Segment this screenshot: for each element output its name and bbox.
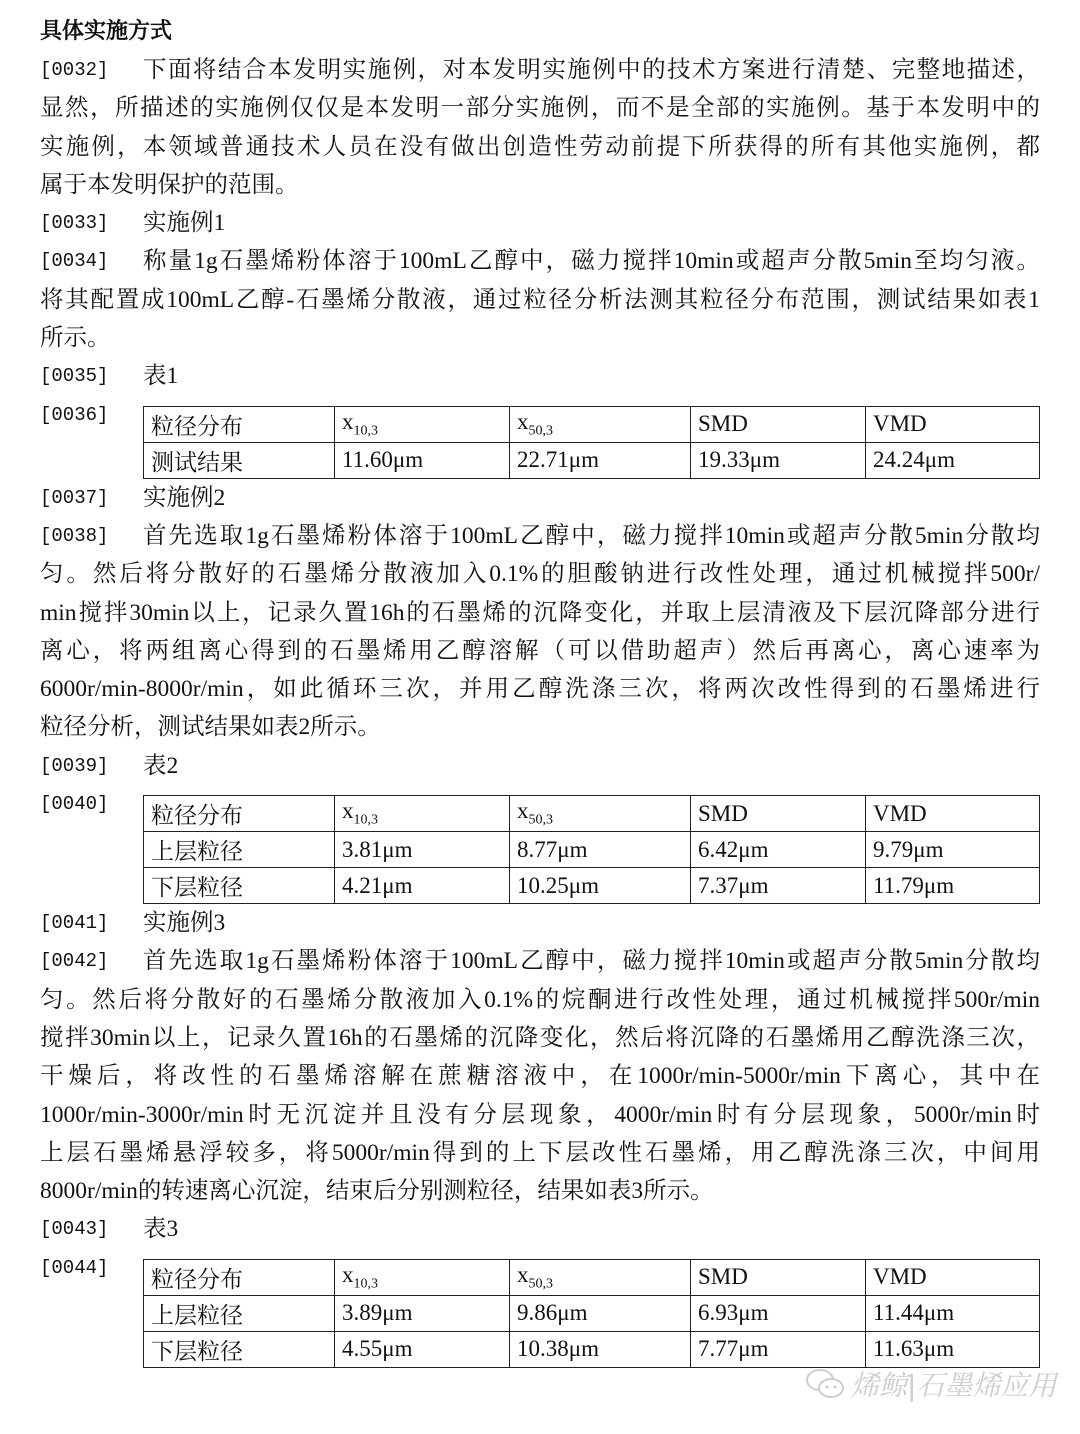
table-cell: 3.81μm [335,832,510,868]
header-cell [691,406,866,442]
table-header-row [144,1259,1040,1295]
table-header-row [144,796,1040,832]
paragraph-0034 [40,242,1040,357]
text-line: 匀。然后将分散好的石墨烯分散液加入0.1%的烷酮进行改性处理，通过机械搅拌500r/min [40,986,1040,1013]
table-row [144,442,1040,478]
text-line: 实施例1 [143,210,226,237]
header-cell [691,796,866,832]
text-line: 干燥后，将改性的石墨烯溶解在蔗糖溶液中，在1000r/min-5000r/min下离心，其中在 [40,1063,1040,1090]
header-subscript: 50,3 [528,1276,553,1292]
header-subscript: 50,3 [528,423,553,439]
table-cell: 9.79μm [866,832,1040,868]
paragraph-0042 [40,942,1040,1210]
header-cell [866,796,1040,832]
patent-page [40,13,1040,1368]
text-line: 表2 [143,752,179,779]
table-cell: 10.38μm [510,1331,691,1367]
wechat-icon [805,1367,845,1401]
table-cell: 10.25μm [510,868,691,904]
paragraph-number: [0042] [40,950,109,973]
table-cell: 上层粒径 [144,832,335,868]
text-line: 表3 [143,1216,179,1243]
paragraph-0038 [40,517,1040,747]
header-label: x [517,798,529,824]
table-cell: 测试结果 [144,442,335,478]
table-cell: 4.21μm [335,868,510,904]
header-cell [335,796,510,832]
header-label: 粒径分布 [151,803,243,829]
header-label: x [342,408,354,434]
header-cell [866,1259,1040,1295]
table-cell: 8.77μm [510,832,691,868]
header-cell [335,406,510,442]
paragraph-number: [0043] [40,1218,109,1241]
header-label: SMD [698,1264,748,1290]
header-cell [335,1259,510,1295]
text-line: 下面将结合本发明实施例，对本发明实施例中的技术方案进行清楚、完整地描述， [143,57,1040,83]
header-label: x [517,1261,529,1287]
paragraph-number: [0032] [40,59,109,81]
text-line: 离心，将两组离心得到的石墨烯用乙醇溶解（可以借助超声）然后再离心，离心速率为 [40,637,1040,664]
text-line: 实施例3 [143,910,226,937]
text-line: 上层石墨烯悬浮较多，将5000r/min得到的上下层改性石墨烯，用乙醇洗涤三次，中间用 [40,1139,1040,1166]
header-label: x [517,408,529,434]
paragraph-0043 [40,1210,1040,1248]
text-line: 搅拌30min以上，记录久置16h的石墨烯的沉降变化，然后将沉降的石墨烯用乙醇洗涤三次， [40,1024,1040,1051]
table-cell: 11.44μm [866,1295,1040,1331]
paragraph-0032 [40,51,1040,204]
header-cell [691,1259,866,1295]
table-cell: 11.63μm [866,1331,1040,1367]
paragraph-number: [0036] [40,403,109,426]
table-cell: 19.33μm [691,442,866,478]
paragraph-0033 [40,204,1040,242]
text-line: 将其配置成100mL乙醇-石墨烯分散液，通过粒径分析法测其粒径分布范围，测试结果如表1 [40,286,1040,313]
table-wrapper [40,396,1040,479]
text-line: 称量1g石墨烯粉体溶于100mL乙醇中，磁力搅拌10min或超声分散5min至均匀液。 [143,248,1040,275]
watermark-text: 烯鲸|石墨烯应用 [851,1369,1057,1402]
text-line: 首先选取1g石墨烯粉体溶于100mL乙醇中，磁力搅拌10min或超声分散5min分散均 [143,948,1040,975]
paragraph-number: [0041] [40,912,109,935]
header-label: 粒径分布 [151,1266,243,1292]
table-header-row [144,406,1040,442]
header-label: x [342,798,354,824]
text-line: 匀。然后将分散好的石墨烯分散液加入0.1%的胆酸钠进行改性处理，通过机械搅拌500r/ [40,561,1040,588]
data-table-3 [143,1259,1040,1368]
table-cell: 6.42μm [691,832,866,868]
header-subscript: 10,3 [353,423,378,439]
table-wrapper [40,785,1040,904]
paragraph-0039 [40,747,1040,785]
paragraph-number: [0033] [40,212,109,235]
paragraph-0041 [40,904,1040,942]
paragraph-0040 [40,785,1040,904]
paragraph-0037 [40,479,1040,517]
paragraph-number: [0039] [40,754,109,777]
header-subscript: 10,3 [353,812,378,828]
header-label: SMD [698,411,748,437]
header-cell [144,1259,335,1295]
paragraph-0035 [40,357,1040,395]
header-cell [510,796,691,832]
table-row [144,1295,1040,1331]
watermark [805,1364,1056,1404]
paragraph-number: [0035] [40,365,109,388]
header-cell [510,1259,691,1295]
section-heading: 具体实施方式 [40,19,173,44]
header-subscript: 10,3 [353,1276,378,1292]
header-label: VMD [873,411,927,437]
text-line: 显然，所描述的实施例仅仅是本发明一部分实施例，而不是全部的实施例。基于本发明中的 [40,95,1040,122]
data-table-2 [143,795,1040,904]
table-cell: 7.37μm [691,868,866,904]
header-cell [144,796,335,832]
header-cell [510,406,691,442]
text-line: min搅拌30min以上，记录久置16h的石墨烯的沉降变化，并取上层清液及下层沉降部分进行 [40,599,1040,626]
paragraph-number: [0037] [40,486,109,509]
table-row [144,868,1040,904]
paragraph-number: [0044] [40,1256,109,1279]
header-label: VMD [873,1264,927,1290]
table-row [144,1331,1040,1367]
table-cell: 上层粒径 [144,1295,335,1331]
text-line: 粒径分析，测试结果如表2所示。 [40,714,381,741]
paragraph-number: [0040] [40,793,109,816]
paragraph-number: [0034] [40,250,109,273]
header-label: 粒径分布 [151,413,243,439]
table-cell: 下层粒径 [144,1331,335,1367]
table-cell: 7.77μm [691,1331,866,1367]
header-cell [144,406,335,442]
header-label: VMD [873,800,927,826]
text-line: 6000r/min-8000r/min，如此循环三次，并用乙醇洗涤三次，将两次改性得到的石墨烯进行 [40,676,1040,703]
table-cell: 下层粒径 [144,868,335,904]
header-label: SMD [698,800,748,826]
paragraph-0036 [40,396,1040,479]
table-cell: 11.60μm [335,442,510,478]
table-cell: 11.79μm [866,868,1040,904]
paragraph-number: [0038] [40,524,109,547]
table-wrapper [40,1249,1040,1368]
text-line: 表1 [143,363,179,390]
table-cell: 4.55μm [335,1331,510,1367]
table-cell: 22.71μm [510,442,691,478]
text-line: 首先选取1g石墨烯粉体溶于100mL乙醇中，磁力搅拌10min或超声分散5min分散均 [143,522,1040,549]
table-cell: 6.93μm [691,1295,866,1331]
header-subscript: 50,3 [528,812,553,828]
table-cell: 9.86μm [510,1295,691,1331]
text-line: 实施例，本领域普通技术人员在没有做出创造性劳动前提下所获得的所有其他实施例，都 [40,133,1040,160]
header-cell [866,406,1040,442]
text-line: 实施例2 [143,484,226,511]
table-row [144,832,1040,868]
text-line: 所示。 [40,325,111,352]
text-line: 8000r/min的转速离心沉淀，结束后分别测粒径，结果如表3所示。 [40,1178,714,1205]
table-cell: 3.89μm [335,1295,510,1331]
header-label: x [342,1261,354,1287]
text-line: 1000r/min-3000r/min时无沉淀并且没有分层现象，4000r/min时有分层现象，5000r/min时 [40,1101,1040,1128]
paragraph-0044 [40,1249,1040,1368]
data-table-1 [143,406,1040,479]
text-line: 属于本发明保护的范围。 [40,171,299,198]
table-cell: 24.24μm [866,442,1040,478]
